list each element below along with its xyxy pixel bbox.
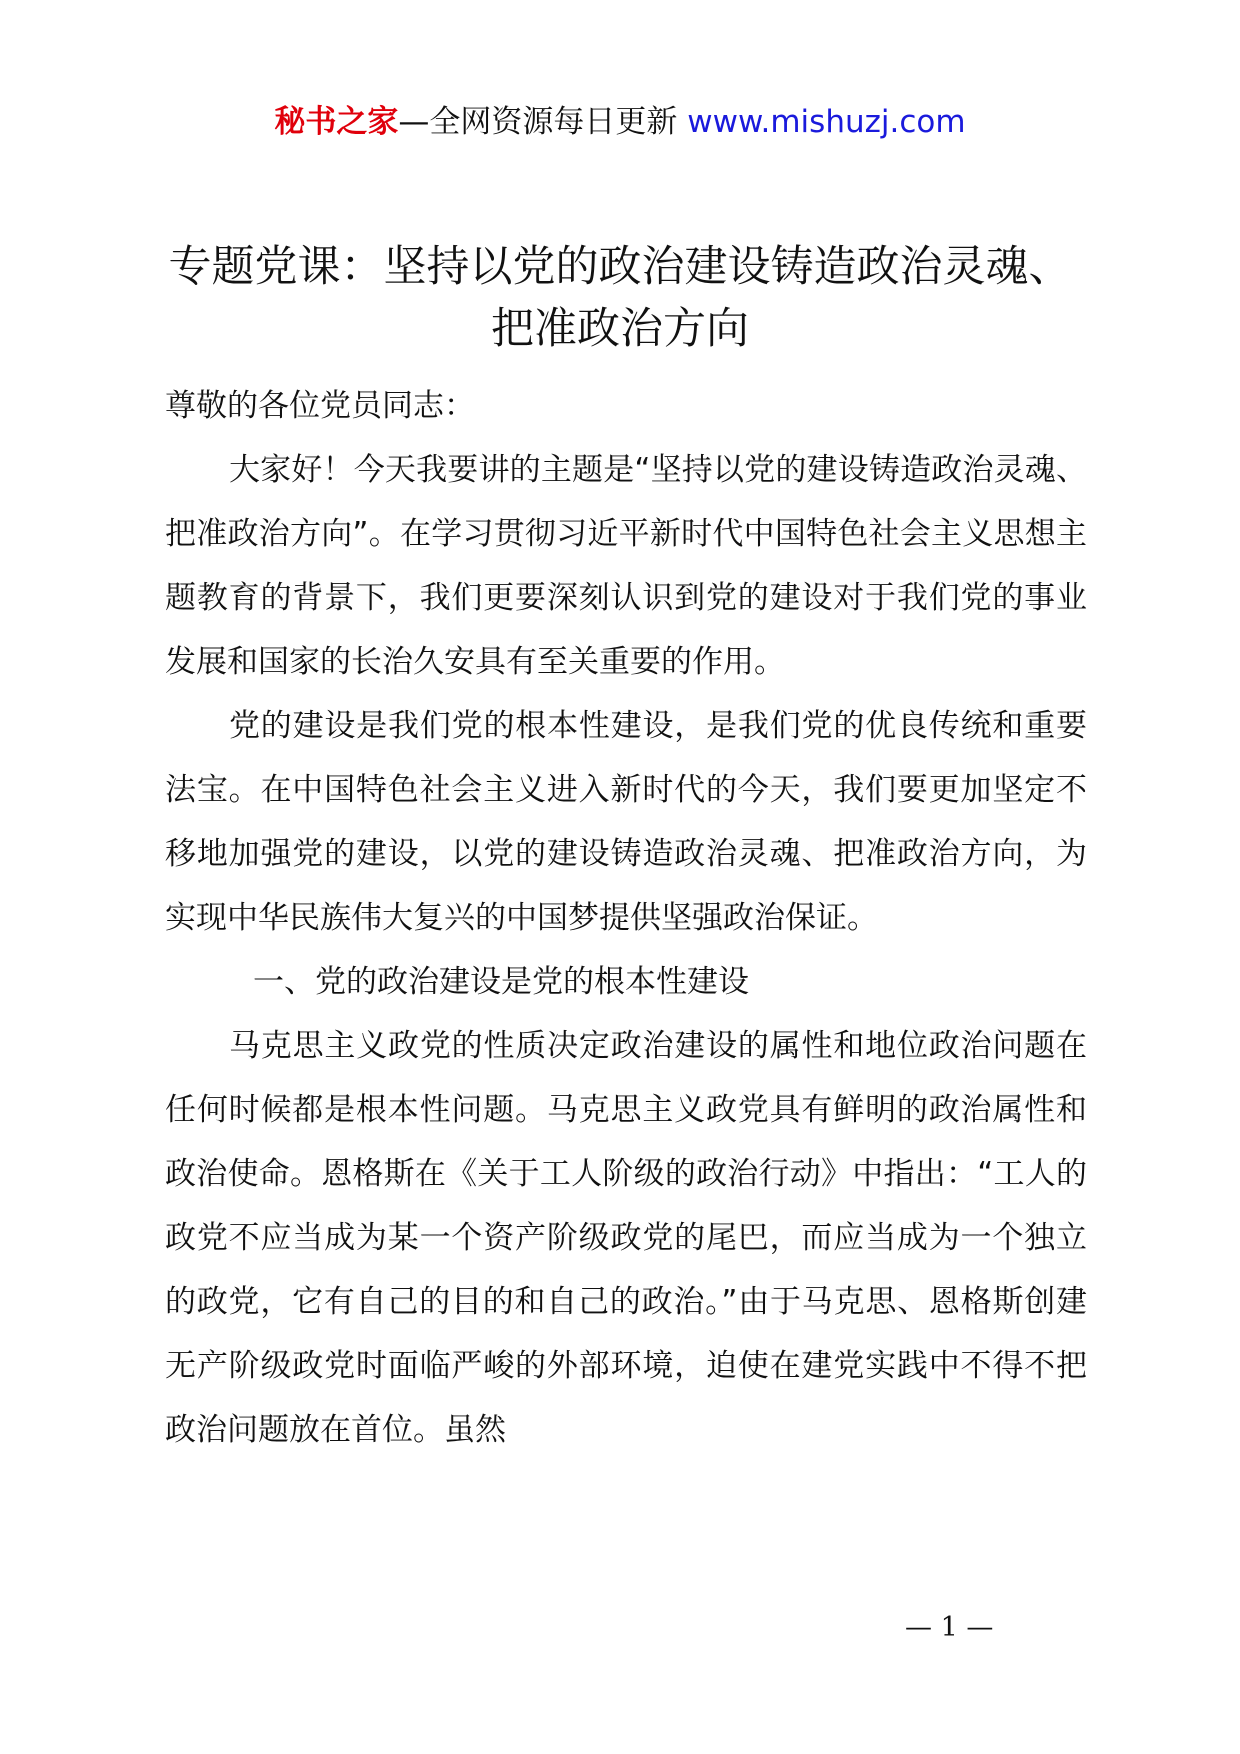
site-header — [0, 100, 1240, 144]
document-body — [165, 374, 1087, 1462]
document-title — [140, 236, 1100, 360]
greeting: 尊敬的各位党员同志： — [165, 388, 475, 424]
site-slogan: —全网资源每日更新 — [398, 104, 678, 140]
paragraph-1: 大家好！今天我要讲的主题是“坚持以党的建设铸造政治灵魂、把准政治方向”。在学习贯彻习近平新时代中国特色社会主义思想主题教育的背景下，我们更要深刻认识到党的建设对于我们党的事业发展和国家的长治久安具有至关重要的作用。 — [165, 452, 1087, 680]
section-heading-1: 一、党的政治建设是党的根本性建设 — [253, 964, 749, 1000]
site-brand: 秘书之家 — [274, 104, 399, 140]
title-line-1: 专题党课：坚持以党的政治建设铸造政治灵魂、 — [168, 242, 1072, 292]
title-line-2: 把准政治方向 — [491, 304, 749, 354]
paragraph-2: 党的建设是我们党的根本性建设，是我们党的优良传统和重要法宝。在中国特色社会主义进入新时代的今天，我们要更加坚定不移地加强党的建设，以党的建设铸造政治灵魂、把准政治方向，为实现中华民族伟大复兴的中国梦提供坚强政治保证。 — [165, 708, 1087, 936]
site-url-link[interactable]: www.mishuzj.com — [687, 104, 966, 140]
page-number: — 1 — — [905, 1612, 994, 1643]
paragraph-3: 马克思主义政党的性质决定政治建设的属性和地位政治问题在任何时候都是根本性问题。马克思主义政党具有鲜明的政治属性和政治使命。恩格斯在《关于工人阶级的政治行动》中指出：“工人的政党不应当成为某一个资产阶级政党的尾巴，而应当成为一个独立的政党，它有自己的目的和自己的政治。”由于马克思、恩格斯创建无产阶级政党时面临严峻的外部环境，迫使在建党实践中不得不把政治问题放在首位。虽然 — [165, 1028, 1087, 1448]
